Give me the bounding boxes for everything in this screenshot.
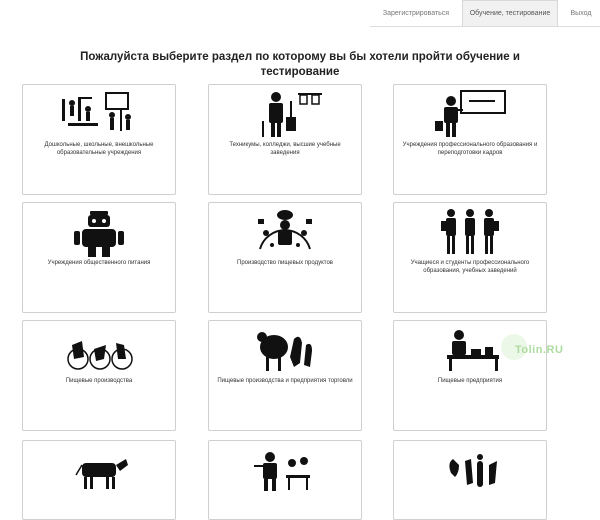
card-label: Учреждения профессионального образования и переподготовки кадров [402,142,538,156]
animals-icon [23,323,175,377]
section-card-instruments[interactable] [393,440,547,520]
section-card-catering[interactable] [22,202,176,313]
tab-register[interactable]: Зарегистрироваться [382,10,450,17]
playground-icon [23,87,175,141]
section-card-livestock[interactable] [22,440,176,520]
card-label: Пищевые производства и предприятия торговли [217,378,353,384]
cow-chicken-icon [209,323,361,377]
card-label: Техникумы, колледжи, высшие учебные заведения [229,142,341,156]
janitor-icon [209,87,361,141]
tab-training[interactable]: Обучение, тестирование [462,0,558,26]
section-card-food-plants[interactable] [22,320,176,431]
top-navigation [0,0,600,28]
watermark-text: Tolin.RU [515,344,564,356]
card-label: Пищевые производства [65,378,133,384]
watermark-logo [487,340,571,364]
section-card-preschool[interactable] [22,84,176,195]
card-label: Производство пищевых продуктов [237,260,333,266]
cook-icon [209,205,361,259]
card-label: Учреждения общественного питания [47,260,151,266]
teacher-icon [394,87,546,141]
section-card-food-trade[interactable] [208,320,362,431]
tab-exit[interactable]: Выход [570,10,592,17]
section-card-professional[interactable] [393,84,547,195]
section-card-restaurants[interactable] [208,440,362,520]
tools-icon [394,443,546,497]
section-card-food-production[interactable] [208,202,362,313]
section-card-colleges[interactable] [208,84,362,195]
card-label: Пищевые предприятия [437,378,503,384]
students-icon [394,205,546,259]
nav-divider [370,26,600,27]
robot-icon [23,205,175,259]
card-label: Учащиеся и студенты профессионального образования, учебных заведений [410,260,530,274]
section-card-students[interactable] [393,202,547,313]
card-label: Дошкольные, школьные, внешкольные образовательные учреждения [44,142,154,156]
waiter-icon [209,443,361,497]
cow-icon [23,443,175,497]
page-title: Пожалуйста выберите раздел по которому вы бы хотели пройти обучение и тестирование [80,51,520,78]
section-card-food-enterprises[interactable] [393,320,547,431]
